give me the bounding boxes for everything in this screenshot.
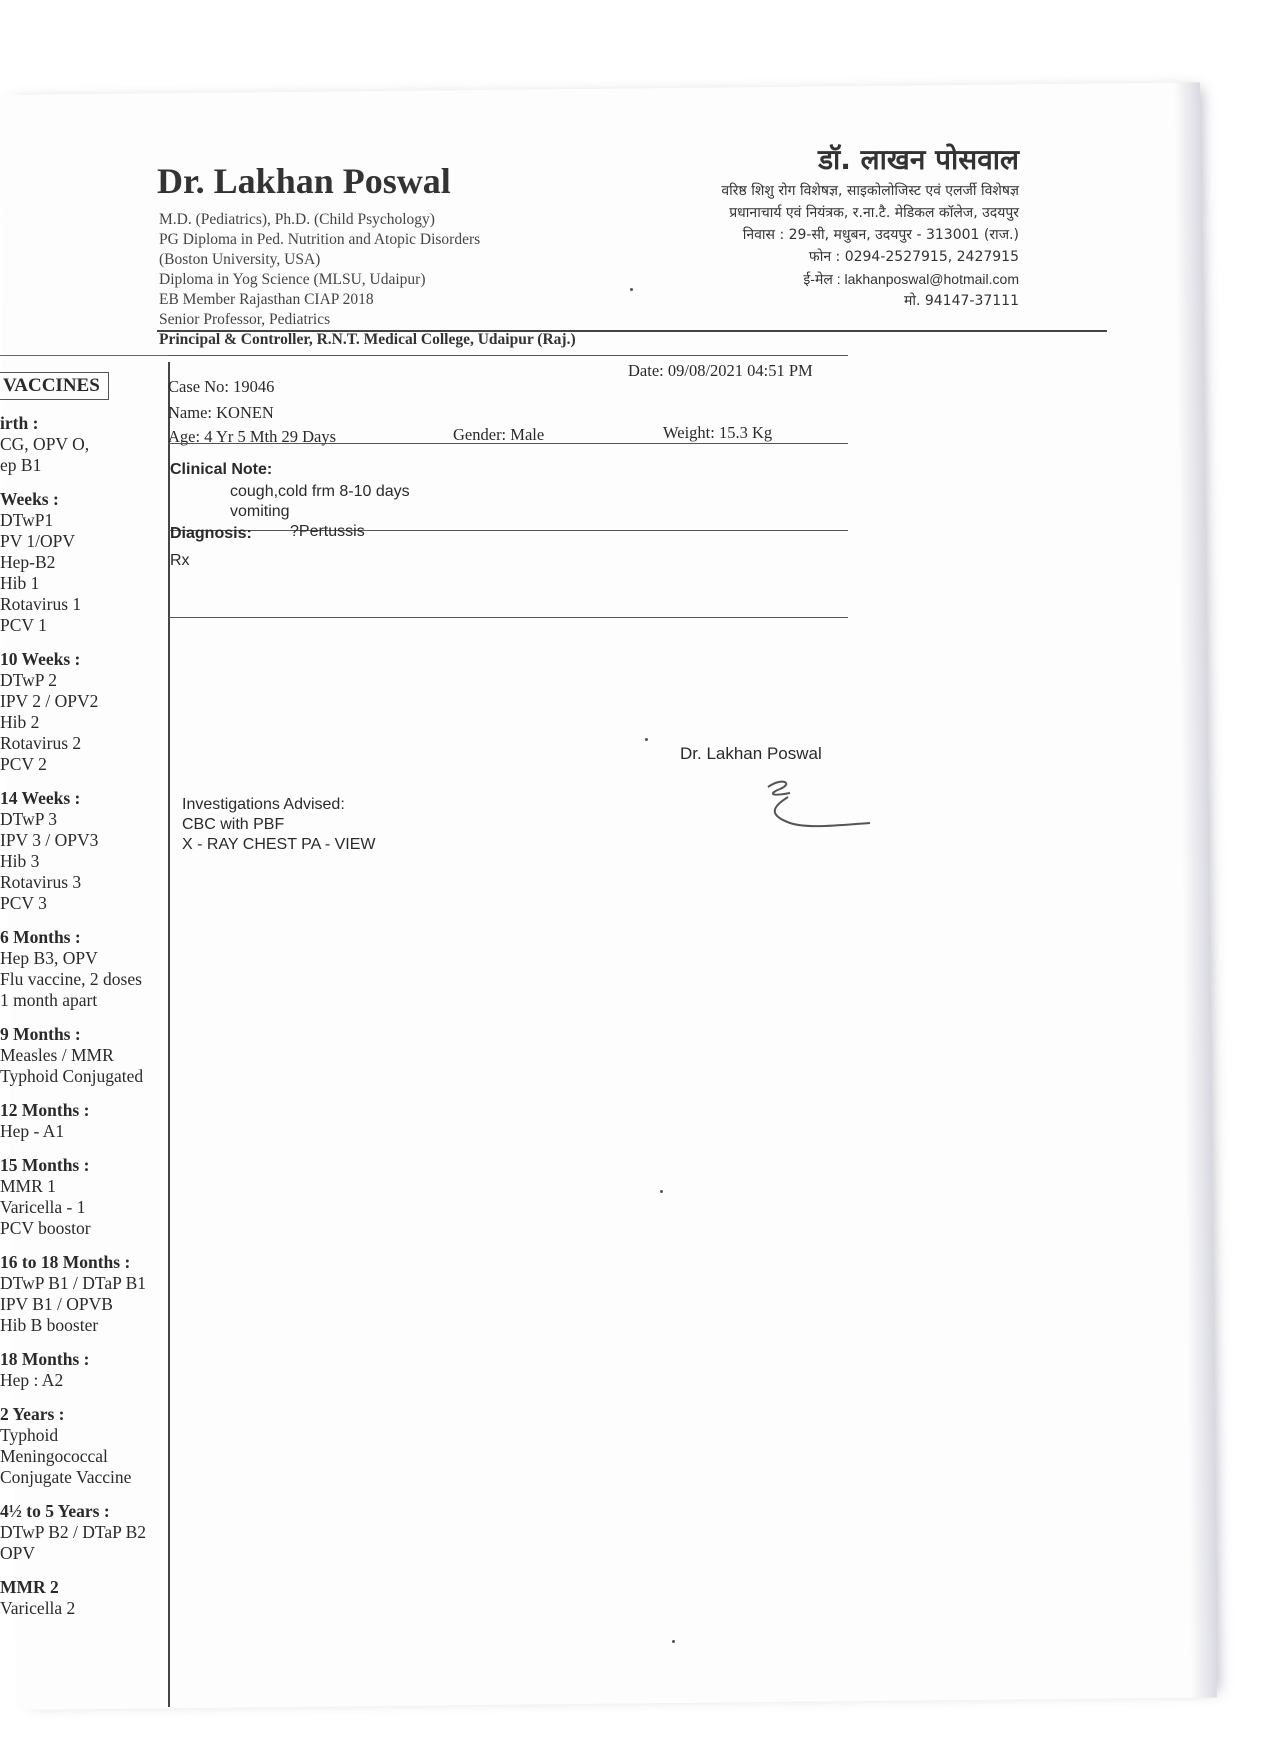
patient-name: Name: KONEN xyxy=(168,403,274,422)
vaccine-item: DTwP B1 / DTaP B1 xyxy=(0,1273,146,1293)
patient-weight: Weight: 15.3 Kg xyxy=(663,423,773,442)
rule xyxy=(168,355,848,356)
rule xyxy=(168,617,848,618)
scan-shadow xyxy=(1174,82,1217,1697)
scan-speck xyxy=(660,1190,663,1193)
email: ई-मेल : lakhanposwal@hotmail.com xyxy=(803,271,1019,287)
scan-speck xyxy=(630,288,633,291)
qualification-line: Senior Professor, Pediatrics xyxy=(159,311,331,328)
vaccine-group xyxy=(0,1404,200,1488)
vaccine-group xyxy=(0,1024,200,1087)
position-line: Principal & Controller, R.N.T. Medical College, Udaipur (Raj.) xyxy=(159,331,576,348)
vaccine-item: IPV B1 / OPVB xyxy=(0,1294,113,1314)
case-number: Case No: 19046 xyxy=(168,377,275,396)
vaccine-item: CG, OPV O, xyxy=(0,434,90,454)
vaccine-item: 1 month apart xyxy=(0,990,98,1010)
vaccine-age-title: 18 Months : xyxy=(0,1349,90,1369)
diagnosis-value: ?Pertussis xyxy=(290,523,365,540)
vaccine-item: Hep - A1 xyxy=(0,1121,65,1141)
date: Date: 09/08/2021 04:51 PM xyxy=(628,361,813,380)
vaccine-item: DTwP 2 xyxy=(0,670,57,690)
header-divider xyxy=(157,330,1107,332)
vaccine-item: Typhoid xyxy=(0,1425,59,1445)
vaccines-header: VACCINES xyxy=(0,372,109,400)
qualification-line: Diploma in Yog Science (MLSU, Udaipur) xyxy=(159,271,426,288)
clinical-note-line: vomiting xyxy=(230,503,290,520)
vaccine-item: ep B1 xyxy=(0,455,42,475)
qualification-line: (Boston University, USA) xyxy=(159,251,321,268)
hindi-letterhead xyxy=(721,140,1019,312)
vaccine-item: DTwP 3 xyxy=(0,809,57,829)
vaccine-age-title: 2 Years : xyxy=(0,1404,65,1424)
investigations xyxy=(182,795,376,855)
vaccine-item: Flu vaccine, 2 doses xyxy=(0,969,142,989)
vaccine-group xyxy=(0,1100,200,1142)
vaccine-group xyxy=(0,1349,200,1391)
vaccine-item: Conjugate Vaccine xyxy=(0,1467,132,1487)
vaccine-item: PV 1/OPV xyxy=(0,531,76,551)
vaccine-item: Hib 2 xyxy=(0,712,40,732)
vaccine-age-title: MMR 2 xyxy=(0,1577,59,1597)
vaccine-item: DTwP1 xyxy=(0,510,54,530)
vaccine-item: DTwP B2 / DTaP B2 xyxy=(0,1522,146,1542)
patient-age: Age: 4 Yr 5 Mth 29 Days xyxy=(168,427,337,446)
signature-mark xyxy=(760,775,880,845)
vaccine-age-title: 15 Months : xyxy=(0,1155,90,1175)
vaccine-item: Hep : A2 xyxy=(0,1370,64,1390)
vaccine-item: Rotavirus 2 xyxy=(0,733,82,753)
vaccine-item: Measles / MMR xyxy=(0,1045,114,1065)
qualification-line: PG Diploma in Ped. Nutrition and Atopic Disorders xyxy=(159,231,481,248)
hindi-line: फोन : 0294-2527915, 2427915 xyxy=(808,249,1019,265)
qualification-line: M.D. (Pediatrics), Ph.D. (Child Psychology) xyxy=(159,211,435,228)
hindi-line: प्रधानाचार्य एवं नियंत्रक, र.ना.टै. मेडिकल कॉलेज, उदयपुर xyxy=(729,205,1019,221)
vaccine-item: PCV 3 xyxy=(0,893,47,913)
vaccine-item: Hib B booster xyxy=(0,1315,99,1335)
vaccine-item: Varicella 2 xyxy=(0,1598,76,1618)
vaccine-item: Hep B3, OPV xyxy=(0,948,98,968)
vaccine-group xyxy=(0,649,200,775)
vaccine-item: PCV 2 xyxy=(0,754,47,774)
investigations-label: Investigations Advised: xyxy=(182,796,345,813)
vaccine-age-title: 4½ to 5 Years : xyxy=(0,1501,110,1521)
vaccine-item: Meningococcal xyxy=(0,1446,108,1466)
vaccine-schedule xyxy=(0,413,200,1632)
clinical-note-label: Clinical Note: xyxy=(170,461,273,478)
vaccine-item: Varicella - 1 xyxy=(0,1197,86,1217)
hindi-doctor-name: डॉ. लाखन पोसवाल xyxy=(818,143,1019,176)
vaccine-item: PCV boostor xyxy=(0,1218,91,1238)
vaccine-item: PCV 1 xyxy=(0,615,47,635)
signatory-name: Dr. Lakhan Poswal xyxy=(680,744,822,763)
vaccine-item: Typhoid Conjugated xyxy=(0,1066,144,1086)
vaccine-group xyxy=(0,927,200,1011)
vaccine-item: IPV 3 / OPV3 xyxy=(0,830,99,850)
scan-speck xyxy=(645,738,648,741)
vaccine-age-title: 6 Months : xyxy=(0,927,81,947)
hindi-line: निवास : 29-सी, मधुबन, उदयपुर - 313001 (राज.) xyxy=(742,227,1019,243)
vaccine-item: OPV xyxy=(0,1543,36,1563)
investigation-item: CBC with PBF xyxy=(182,816,285,833)
patient-gender: Gender: Male xyxy=(453,425,545,444)
vaccine-item: MMR 1 xyxy=(0,1176,56,1196)
vaccine-age-title: 14 Weeks : xyxy=(0,788,81,808)
vaccine-item: Hib 3 xyxy=(0,851,40,871)
scan-speck xyxy=(672,1640,675,1643)
rule xyxy=(168,530,848,531)
vaccine-group xyxy=(0,788,200,914)
diagnosis-label: Diagnosis: xyxy=(170,525,252,542)
vaccine-item: Hep-B2 xyxy=(0,552,56,572)
vaccine-item: Rotavirus 1 xyxy=(0,594,82,614)
doctor-name: Dr. Lakhan Poswal xyxy=(157,161,451,201)
vaccine-age-title: 12 Months : xyxy=(0,1100,90,1120)
vaccine-item: Rotavirus 3 xyxy=(0,872,82,892)
hindi-line: वरिष्ठ शिशु रोग विशेषज्ञ, साइकोलोजिस्ट एवं एलर्जी विशेषज्ञ xyxy=(721,183,1019,199)
vaccine-group xyxy=(0,1252,200,1336)
vaccine-item: Hib 1 xyxy=(0,573,40,593)
vaccine-age-title: 9 Months : xyxy=(0,1024,81,1044)
vaccine-divider xyxy=(0,355,170,356)
vaccine-age-title: 10 Weeks : xyxy=(0,649,81,669)
vaccine-age-title: Weeks : xyxy=(0,489,59,509)
qualifications xyxy=(159,210,576,350)
rx-label: Rx xyxy=(170,552,190,569)
vaccine-group xyxy=(0,1501,200,1564)
vaccine-group xyxy=(0,1577,200,1619)
investigation-item: X - RAY CHEST PA - VIEW xyxy=(182,836,376,853)
vaccine-item: IPV 2 / OPV2 xyxy=(0,691,99,711)
qualification-line: EB Member Rajasthan CIAP 2018 xyxy=(159,291,374,308)
vaccine-age-title: 16 to 18 Months : xyxy=(0,1252,131,1272)
clinical-note-line: cough,cold frm 8-10 days xyxy=(230,483,410,500)
mobile: मो. 94147-37111 xyxy=(903,293,1019,309)
vaccine-group xyxy=(0,1155,200,1239)
vaccine-age-title: irth : xyxy=(0,413,39,433)
rule xyxy=(168,443,848,444)
